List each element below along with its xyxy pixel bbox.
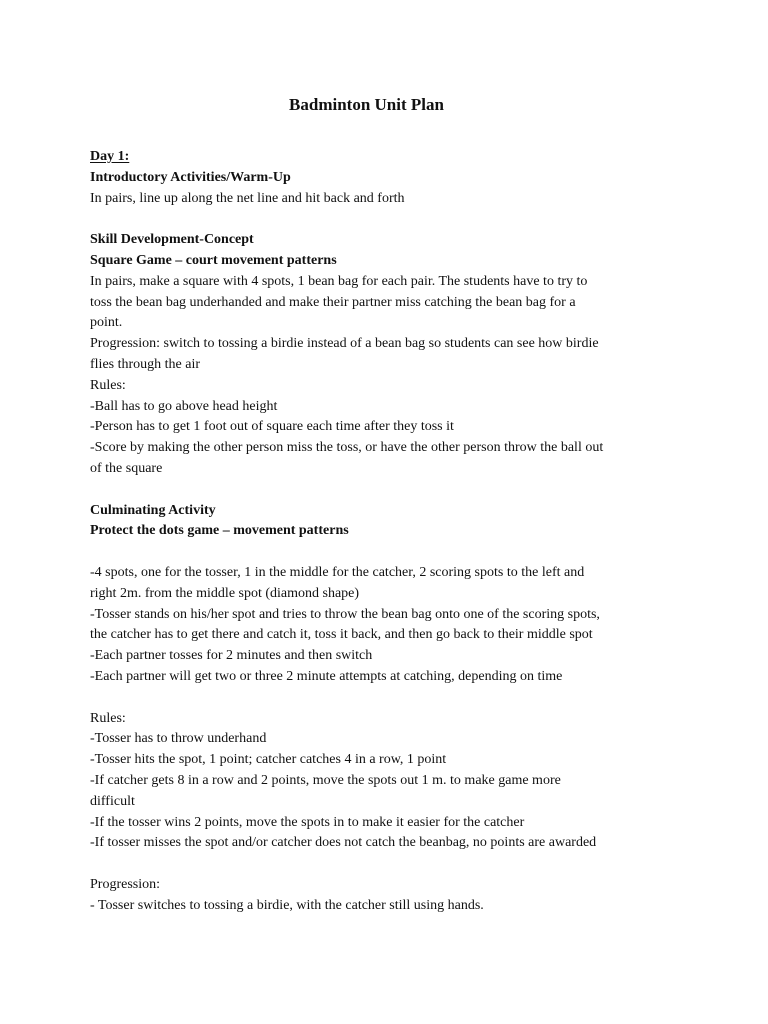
paragraph-line: the catcher has to get there and catch it, toss it back, and then go back to their middle spot: [90, 627, 593, 643]
rules-line: Rules:: [90, 710, 126, 726]
paragraph-line: flies through the air: [90, 356, 201, 372]
rules-line: -If tosser misses the spot and/or catcher does not catch the beanbag, no points are awarded: [90, 835, 597, 851]
rules-line: difficult: [90, 793, 135, 809]
progression-line: - Tosser switches to tossing a birdie, with the catcher still using hands.: [90, 897, 484, 913]
paragraph-line: -Score by making the other person miss the toss, or have the other person throw the ball out: [90, 440, 604, 456]
rules-line: -Tosser has to throw underhand: [90, 731, 267, 747]
spacer: [90, 854, 660, 875]
progression-line: Progression:: [90, 876, 160, 892]
spacer: [90, 480, 660, 501]
paragraph-line: point.: [90, 315, 123, 331]
dots-game-title: Protect the dots game – movement patterns: [90, 523, 349, 539]
rules-line: -If the tosser wins 2 points, move the spots in to make it easier for the catcher: [90, 814, 525, 830]
document-title: Badminton Unit Plan: [289, 95, 444, 114]
spacer: [90, 542, 660, 563]
paragraph-line: Rules:: [90, 377, 126, 393]
paragraph-line: Progression: switch to tossing a birdie instead of a bean bag so students can see how birdie: [90, 336, 599, 352]
culminating-heading: Culminating Activity: [90, 502, 216, 518]
paragraph-line: right 2m. from the middle spot (diamond shape): [90, 585, 360, 601]
square-game-title: Square Game – court movement patterns: [90, 252, 337, 268]
paragraph-line: -Ball has to go above head height: [90, 398, 278, 414]
paragraph-line: -Each partner will get two or three 2 minute attempts at catching, depending on time: [90, 668, 563, 684]
paragraph-line: -Person has to get 1 foot out of square each time after they toss it: [90, 419, 454, 435]
paragraph-line: -4 spots, one for the tosser, 1 in the middle for the catcher, 2 scoring spots to the left and: [90, 564, 585, 580]
spacer: [90, 688, 660, 709]
skill-heading: Skill Development-Concept: [90, 232, 254, 248]
rules-line: -Tosser hits the spot, 1 point; catcher catches 4 in a row, 1 point: [90, 752, 447, 768]
day-heading: Day 1:: [90, 149, 130, 164]
paragraph-line: -Tosser stands on his/her spot and tries to throw the bean bag onto one of the scoring spots,: [90, 606, 600, 622]
paragraph-line: In pairs, line up along the net line and hit back and forth: [90, 190, 405, 206]
rules-line: -If catcher gets 8 in a row and 2 points, move the spots out 1 m. to make game more: [90, 772, 561, 788]
paragraph-line: In pairs, make a square with 4 spots, 1 bean bag for each pair. The students have to try to: [90, 273, 588, 289]
paragraph-line: of the square: [90, 460, 163, 476]
warmup-heading: Introductory Activities/Warm-Up: [90, 169, 291, 185]
paragraph-line: toss the bean bag underhanded and make their partner miss catching the bean bag for a: [90, 294, 576, 310]
paragraph-line: -Each partner tosses for 2 minutes and then switch: [90, 648, 373, 664]
spacer: [90, 209, 660, 230]
document-body: [90, 147, 660, 916]
